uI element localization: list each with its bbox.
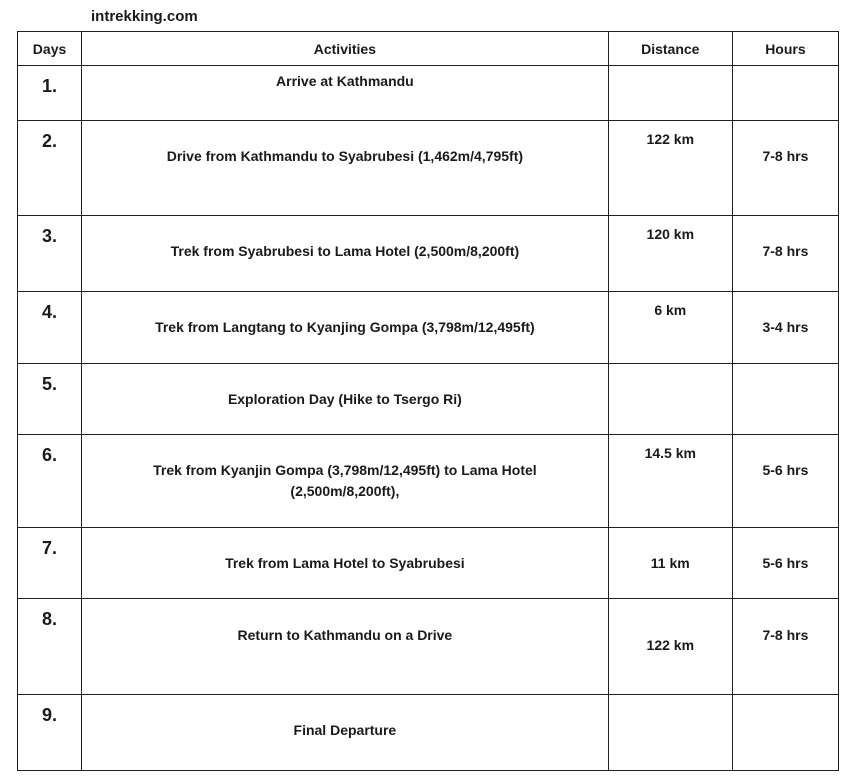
table-row [18, 292, 839, 364]
table-row [18, 599, 839, 695]
day-cell: 3. [18, 216, 82, 292]
distance-cell: 6 km [608, 292, 732, 364]
activity-cell: Trek from Lama Hotel to Syabrubesi [82, 528, 609, 599]
distance-cell: 122 km [608, 121, 732, 216]
site-name: intrekking.com [91, 8, 198, 25]
header-hours: Hours [732, 32, 838, 66]
hours-cell: 3-4 hrs [732, 292, 838, 364]
activity-cell: Trek from Syabrubesi to Lama Hotel (2,500m/8,200ft) [82, 216, 609, 292]
distance-cell [608, 364, 732, 435]
activity-cell: Return to Kathmandu on a Drive [82, 599, 609, 695]
header-activities: Activities [82, 32, 609, 66]
activity-cell: Exploration Day (Hike to Tsergo Ri) [82, 364, 609, 435]
distance-cell: 120 km [608, 216, 732, 292]
hours-cell [732, 364, 838, 435]
table-row [18, 528, 839, 599]
table-row [18, 121, 839, 216]
activity-cell: Final Departure [82, 695, 609, 771]
hours-cell [732, 66, 838, 121]
distance-cell: 122 km [608, 599, 732, 695]
table-header-row [18, 32, 839, 66]
hours-cell: 5-6 hrs [732, 435, 838, 528]
distance-cell [608, 695, 732, 771]
distance-cell: 14.5 km [608, 435, 732, 528]
day-cell: 4. [18, 292, 82, 364]
hours-cell: 7-8 hrs [732, 599, 838, 695]
table-row [18, 695, 839, 771]
itinerary-table [17, 31, 839, 771]
table-row [18, 216, 839, 292]
day-cell: 6. [18, 435, 82, 528]
day-cell: 2. [18, 121, 82, 216]
day-cell: 5. [18, 364, 82, 435]
day-cell: 7. [18, 528, 82, 599]
activity-cell: Drive from Kathmandu to Syabrubesi (1,462m/4,795ft) [82, 121, 609, 216]
activity-cell: Trek from Langtang to Kyanjing Gompa (3,798m/12,495ft) [82, 292, 609, 364]
day-cell: 9. [18, 695, 82, 771]
header-distance: Distance [608, 32, 732, 66]
day-cell: 1. [18, 66, 82, 121]
distance-cell [608, 66, 732, 121]
table-row [18, 435, 839, 528]
day-cell: 8. [18, 599, 82, 695]
hours-cell [732, 695, 838, 771]
activity-cell: Trek from Kyanjin Gompa (3,798m/12,495ft) to Lama Hotel (2,500m/8,200ft), [82, 435, 609, 528]
hours-cell: 5-6 hrs [732, 528, 838, 599]
activity-cell: Arrive at Kathmandu [82, 66, 609, 121]
hours-cell: 7-8 hrs [732, 216, 838, 292]
table-row [18, 364, 839, 435]
header-days: Days [18, 32, 82, 66]
distance-cell: 11 km [608, 528, 732, 599]
hours-cell: 7-8 hrs [732, 121, 838, 216]
table-row [18, 66, 839, 121]
